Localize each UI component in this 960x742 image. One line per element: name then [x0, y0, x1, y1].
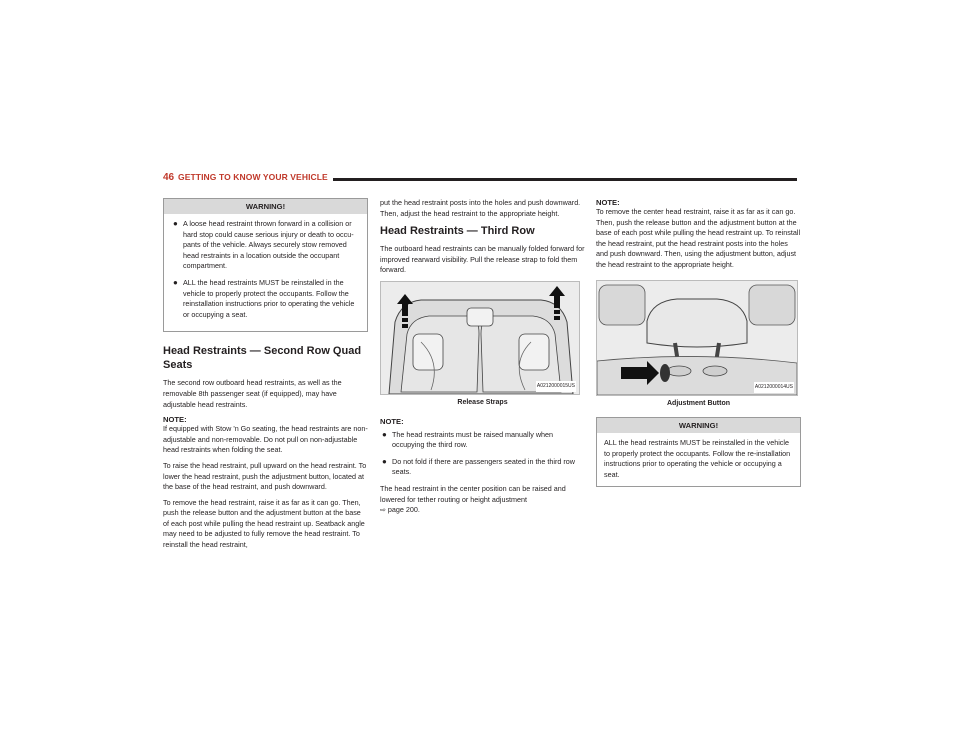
warning-bullet-text: ALL the head restraints MUST be reinstalled in the vehicle to properly protect the occupants. Follow the reinstallation instructions prior to operating the vehicle or occupying a seat. [183, 277, 355, 319]
note-text: If equipped with Stow 'n Go seating, the head restraints are non-adjustable and non-removable. Do not pull on non-adjustable head restraints when folding the seat. [163, 424, 368, 455]
bullet-icon: ● [382, 456, 387, 466]
figure-caption: Adjustment Button [667, 399, 730, 407]
release-straps-figure [380, 281, 580, 395]
bullet-icon: ● [173, 219, 178, 228]
header-rule [333, 178, 797, 181]
note-bullet-text: Do not fold if there are passengers seated in the third row seats. [392, 456, 575, 477]
note-label: NOTE: [163, 415, 187, 425]
warning-title: WARNING! [597, 418, 800, 433]
note-label: NOTE: [380, 416, 404, 426]
center-text: The head restraint in the center position can be raised and lowered for tether routing or height adjustment [380, 483, 566, 504]
continued-paragraph: put the head restraint posts into the holes and push downward. Then, adjust the head restraint to the appropriate height. [380, 198, 581, 218]
headrest-illustration [597, 281, 797, 395]
seat-illustration [381, 282, 579, 394]
section-title: GETTING TO KNOW YOUR VEHICLE [178, 172, 328, 182]
warning-bullet [171, 278, 360, 320]
page-header [163, 172, 797, 186]
note-text: To remove the center head restraint, raise it as far as it can go. Then, push the release button and the adjustment button at the base of each post while pulling the head restraint up. To reinstall the head restraint, put the head restraint posts into the holes and push downward. Then, using the adjustment button, adjust the head restraint to the appropriate height. [596, 207, 801, 269]
warning-bullet [171, 219, 360, 272]
column-3 [596, 198, 801, 499]
section-heading: Head Restraints — Second Row Quad Seats [163, 345, 362, 372]
warning-title: WARNING! [164, 199, 367, 214]
warning-bullet-text: A loose head restraint thrown forward in a collision or hard stop could cause serious injury or death to occu-pants of the vehicle. Always securely stow removed head restraints in a location outside the occupant compartment. [183, 219, 354, 271]
raise-paragraph: To raise the head restraint, pull upward on the head restraint. To lower the head restraint, push the adjustment button, located at the base of the head restraint, and push downward. [163, 460, 367, 492]
figure-code: A0212000014US [754, 382, 794, 393]
intro-paragraph: The second row outboard head restraints, as well as the removable 8th passenger seat (if equipped), may have adjustable head restraints. [163, 378, 342, 409]
page-reference-link[interactable]: page 200. [387, 505, 420, 515]
bullet-icon: ● [382, 429, 387, 439]
page-reference-icon: ⇨ [380, 507, 386, 515]
center-paragraph [380, 484, 585, 517]
intro-paragraph: The outboard head restraints can be manually folded forward for improved rearward visibility. Pull the release strap to fold them forward. [380, 244, 585, 275]
warning-text: ALL the head restraints MUST be reinstalled in the vehicle to properly protect the occupants. Follow the re-installation instructions prior to operating the vehicle or occupying a seat. [604, 438, 791, 479]
remove-paragraph: To remove the head restraint, raise it as far as it can go. Then, push the release button and the adjustment button at the base of each post while pulling the head restraint up. Seatback angle may need to be adjusted to fully remove the head restraint. To reinstall the head restraint, [163, 497, 365, 550]
note-bullet-text: The head restraints must be raised manually when occupying the third row. [392, 429, 554, 450]
adjustment-button-figure [596, 280, 798, 396]
note-bullet [380, 457, 585, 478]
warning-box-1 [163, 198, 368, 332]
figure-caption: Release Straps [457, 398, 508, 406]
note-label: NOTE: [596, 198, 620, 207]
figure-code: A0212000015US [536, 381, 576, 392]
note-bullet [380, 430, 585, 451]
warning-box-2 [596, 417, 801, 486]
column-1 [163, 198, 368, 556]
section-heading: Head Restraints — Third Row [380, 225, 535, 238]
column-2 [380, 198, 585, 522]
bullet-icon: ● [173, 277, 178, 287]
page-number: 46 [163, 172, 175, 183]
